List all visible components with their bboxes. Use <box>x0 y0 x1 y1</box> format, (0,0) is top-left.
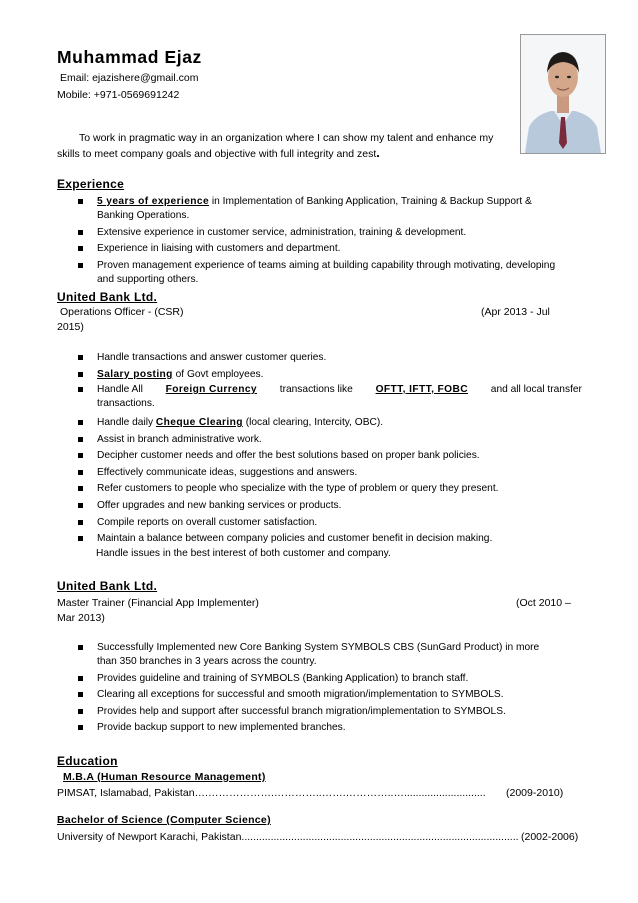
job2-period-end: Mar 2013) <box>57 612 105 624</box>
degree-2-institution: University of Newport Karachi, Pakistan............................................................................................... <box>57 831 519 843</box>
list-item: Handle transactions and answer customer queries. <box>75 351 580 365</box>
list-item: Assist in branch administrative work. <box>75 433 580 447</box>
degree-1-title: M.B.A (Human Resource Management) <box>63 771 266 783</box>
list-item: Experience in liaising with customers and department. <box>75 242 580 256</box>
list-item: Handle daily Cheque Clearing (local clearing, Intercity, OBC). <box>75 416 580 430</box>
job1-period-end: 2015) <box>57 321 84 333</box>
list-item: Compile reports on overall customer satisfaction. <box>75 516 580 530</box>
job2-period-start: (Oct 2010 – <box>516 597 571 609</box>
list-item: Maintain a balance between company policies and customer benefit in decision making. <box>75 532 580 546</box>
list-item: Offer upgrades and new banking services or products. <box>75 499 580 513</box>
list-item: Effectively communicate ideas, suggestions and answers. <box>75 466 580 480</box>
job1-duty-continuation: Handle issues in the best interest of both customer and company. <box>96 548 391 559</box>
list-item: Clearing all exceptions for successful and smooth migration/implementation to SYMBOLS. <box>75 688 580 702</box>
degree-1-period: (2009-2010) <box>506 787 564 799</box>
objective-line-1: To work in pragmatic way in an organization where I can show my talent and enhance my <box>79 132 494 144</box>
list-item: Refer customers to people who specialize with the type of problem or query they present. <box>75 482 580 496</box>
experience-heading: Experience <box>57 177 125 191</box>
mobile-line: Mobile: +971-0569691242 <box>57 89 180 101</box>
candidate-name: Muhammad Ejaz <box>57 47 202 67</box>
profile-photo <box>520 34 606 154</box>
list-item: Provide backup support to new implemented branches. <box>75 721 580 735</box>
job1-duties-cont <box>75 416 580 549</box>
list-item <box>75 383 585 415</box>
list-item: Extensive experience in customer service, administration, training & development. <box>75 226 580 240</box>
list-item: 5 years of experience in Implementation of Banking Application, Training & Backup Support & Banking Operations. <box>75 195 580 223</box>
job2-duties <box>75 641 580 738</box>
list-item: Decipher customer needs and offer the best solutions based on proper bank policies. <box>75 449 580 463</box>
objective-line-2: skills to meet company goals and objective with full integrity and zest. <box>57 145 380 160</box>
job2-company: United Bank Ltd. <box>57 579 158 593</box>
job2-role: Master Trainer (Financial App Implementer) <box>57 597 259 609</box>
degree-1-institution: PIMSAT, Islamabad, Pakistan….……………….…………..…….…………..…............................ <box>57 787 486 799</box>
list-item: Provides help and support after successful branch migration/implementation to SYMBOLS. <box>75 705 580 719</box>
email-line: Email: ejazishere@gmail.com <box>60 72 199 84</box>
degree-2-period: (2002-2006) <box>521 831 579 843</box>
list-item-text: Handle All Foreign Currency transactions like OFTT, IFTT, FOBC and all local transfer transactions. <box>97 384 582 409</box>
bullet-icon <box>78 387 83 392</box>
list-item: Provides guideline and training of SYMBOLS (Banking Application) to branch staff. <box>75 672 580 686</box>
list-item: Salary posting of Govt employees. <box>75 368 580 382</box>
education-heading: Education <box>57 754 118 768</box>
experience-list <box>75 195 580 289</box>
job1-period-start: (Apr 2013 - Jul <box>481 306 550 318</box>
list-item: Successfully Implemented new Core Banking System SYMBOLS CBS (SunGard Product) in more than 350 branches in 3 years across the country. <box>75 641 580 669</box>
list-item: Proven management experience of teams aiming at building capability through motivating, developing and supporting others. <box>75 259 580 287</box>
job1-role: Operations Officer - (CSR) <box>60 306 184 318</box>
job1-company: United Bank Ltd. <box>57 290 158 304</box>
degree-2-title: Bachelor of Science (Computer Science) <box>57 814 271 826</box>
